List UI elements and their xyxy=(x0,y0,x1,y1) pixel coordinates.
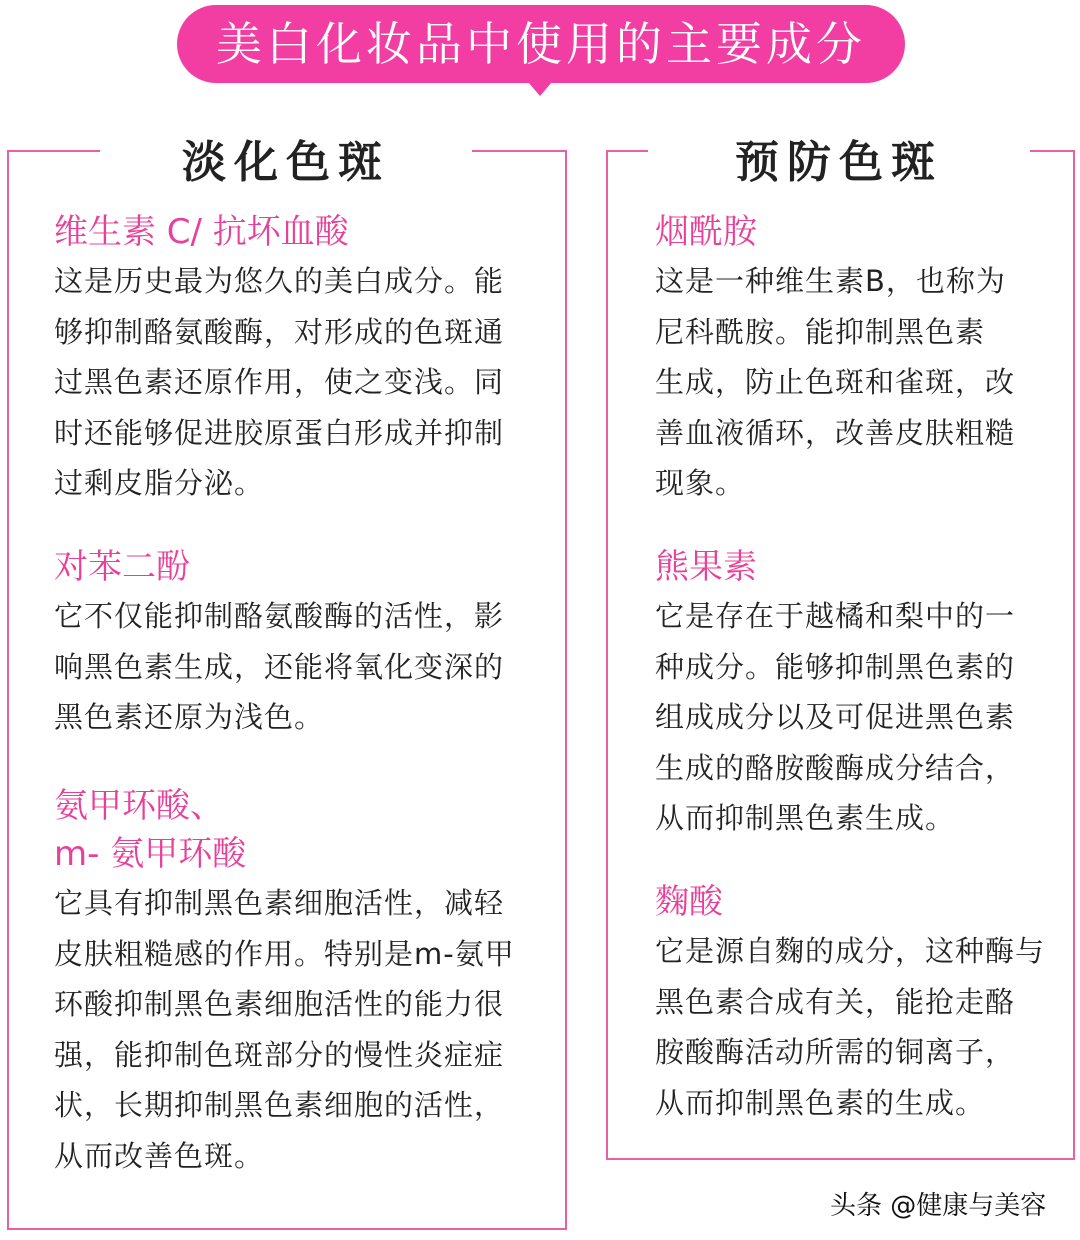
section-tranexamic-acid xyxy=(54,782,515,1181)
section-line: 它不仅能抑制酪氨酸酶的活性，影 xyxy=(54,599,505,633)
section-line: 强，能抑制色斑部分的慢性炎症症 xyxy=(54,1037,505,1072)
section-line: 它是存在于越橘和梨中的一 xyxy=(655,599,1016,633)
section-heading: 氨甲环酸、 xyxy=(54,786,224,826)
section-line: 生成的酪胺酸酶成分结合， xyxy=(655,750,1016,785)
right-column-title: 预防色斑 xyxy=(735,137,943,188)
section-line: 胺酸酶活动所需的铜离子， xyxy=(655,1035,1016,1069)
section-line: 从而抑制黑色素生成。 xyxy=(655,801,956,835)
section-line: 这是历史最为悠久的美白成分。能 xyxy=(54,264,505,298)
section-hydroquinone xyxy=(54,543,504,743)
section-line: 善血液循环，改善皮肤粗糙 xyxy=(655,415,1016,450)
right-panel-topline-left xyxy=(606,150,648,152)
section-heading: 麴酸 xyxy=(655,882,723,922)
section-line: 现象。 xyxy=(655,466,746,500)
section-line: 够抑制酪氨酸酶，对形成的色斑通 xyxy=(54,314,505,349)
section-heading: 熊果素 xyxy=(655,547,757,587)
section-vitamin-c xyxy=(54,208,504,509)
section-line: 这是一种维生素B，也称为 xyxy=(655,264,1006,298)
section-heading: 对苯二酚 xyxy=(54,547,190,587)
section-line: 生成，防止色斑和雀斑，改 xyxy=(655,365,1016,399)
section-line: 它是源自麴的成分，这种酶与 xyxy=(655,934,1046,968)
banner-pointer xyxy=(528,82,552,96)
section-line: 环酸抑制黑色素细胞活性的能力很 xyxy=(54,987,505,1021)
section-line: 时还能够促进胶原蛋白形成并抑制 xyxy=(54,415,505,450)
section-line: 状，长期抑制黑色素细胞的活性， xyxy=(54,1088,505,1122)
section-line: 从而改善色斑。 xyxy=(54,1138,265,1173)
section-line: 它具有抑制黑色素细胞活性，减轻 xyxy=(54,886,505,920)
section-line: 黑色素合成有关，能抢走酪 xyxy=(655,984,1016,1019)
section-kojic-acid xyxy=(655,878,1045,1128)
left-panel-topline-left xyxy=(7,150,100,152)
section-arbutin xyxy=(655,543,1015,844)
section-heading: 维生素 C/ 抗坏血酸 xyxy=(54,212,349,252)
section-line: 组成成分以及可促进黑色素 xyxy=(655,700,1016,734)
section-heading: 烟酰胺 xyxy=(655,212,757,252)
section-niacinamide xyxy=(655,208,1015,509)
section-line: 过剩皮脂分泌。 xyxy=(54,466,265,500)
section-line: 种成分。能够抑制黑色素的 xyxy=(655,649,1016,684)
section-heading-line2: m- 氨甲环酸 xyxy=(54,834,247,874)
section-line: 过黑色素还原作用，使之变浅。同 xyxy=(54,365,505,399)
section-line: 从而抑制黑色素的生成。 xyxy=(655,1085,986,1120)
left-column-title: 淡化色斑 xyxy=(182,137,390,188)
left-panel-topline-right xyxy=(472,150,565,152)
section-line: 黑色素还原为浅色。 xyxy=(54,700,325,734)
watermark: 头条 @健康与美容 xyxy=(830,1191,1047,1221)
right-panel-topline-right xyxy=(1030,150,1073,152)
section-line: 尼科酰胺。能抑制黑色素 xyxy=(655,314,986,349)
section-line: 皮肤粗糙感的作用。特别是m-氨甲 xyxy=(54,936,515,971)
main-title-banner: 美白化妆品中使用的主要成分 xyxy=(177,5,905,83)
section-line: 响黑色素生成，还能将氧化变深的 xyxy=(54,649,505,684)
